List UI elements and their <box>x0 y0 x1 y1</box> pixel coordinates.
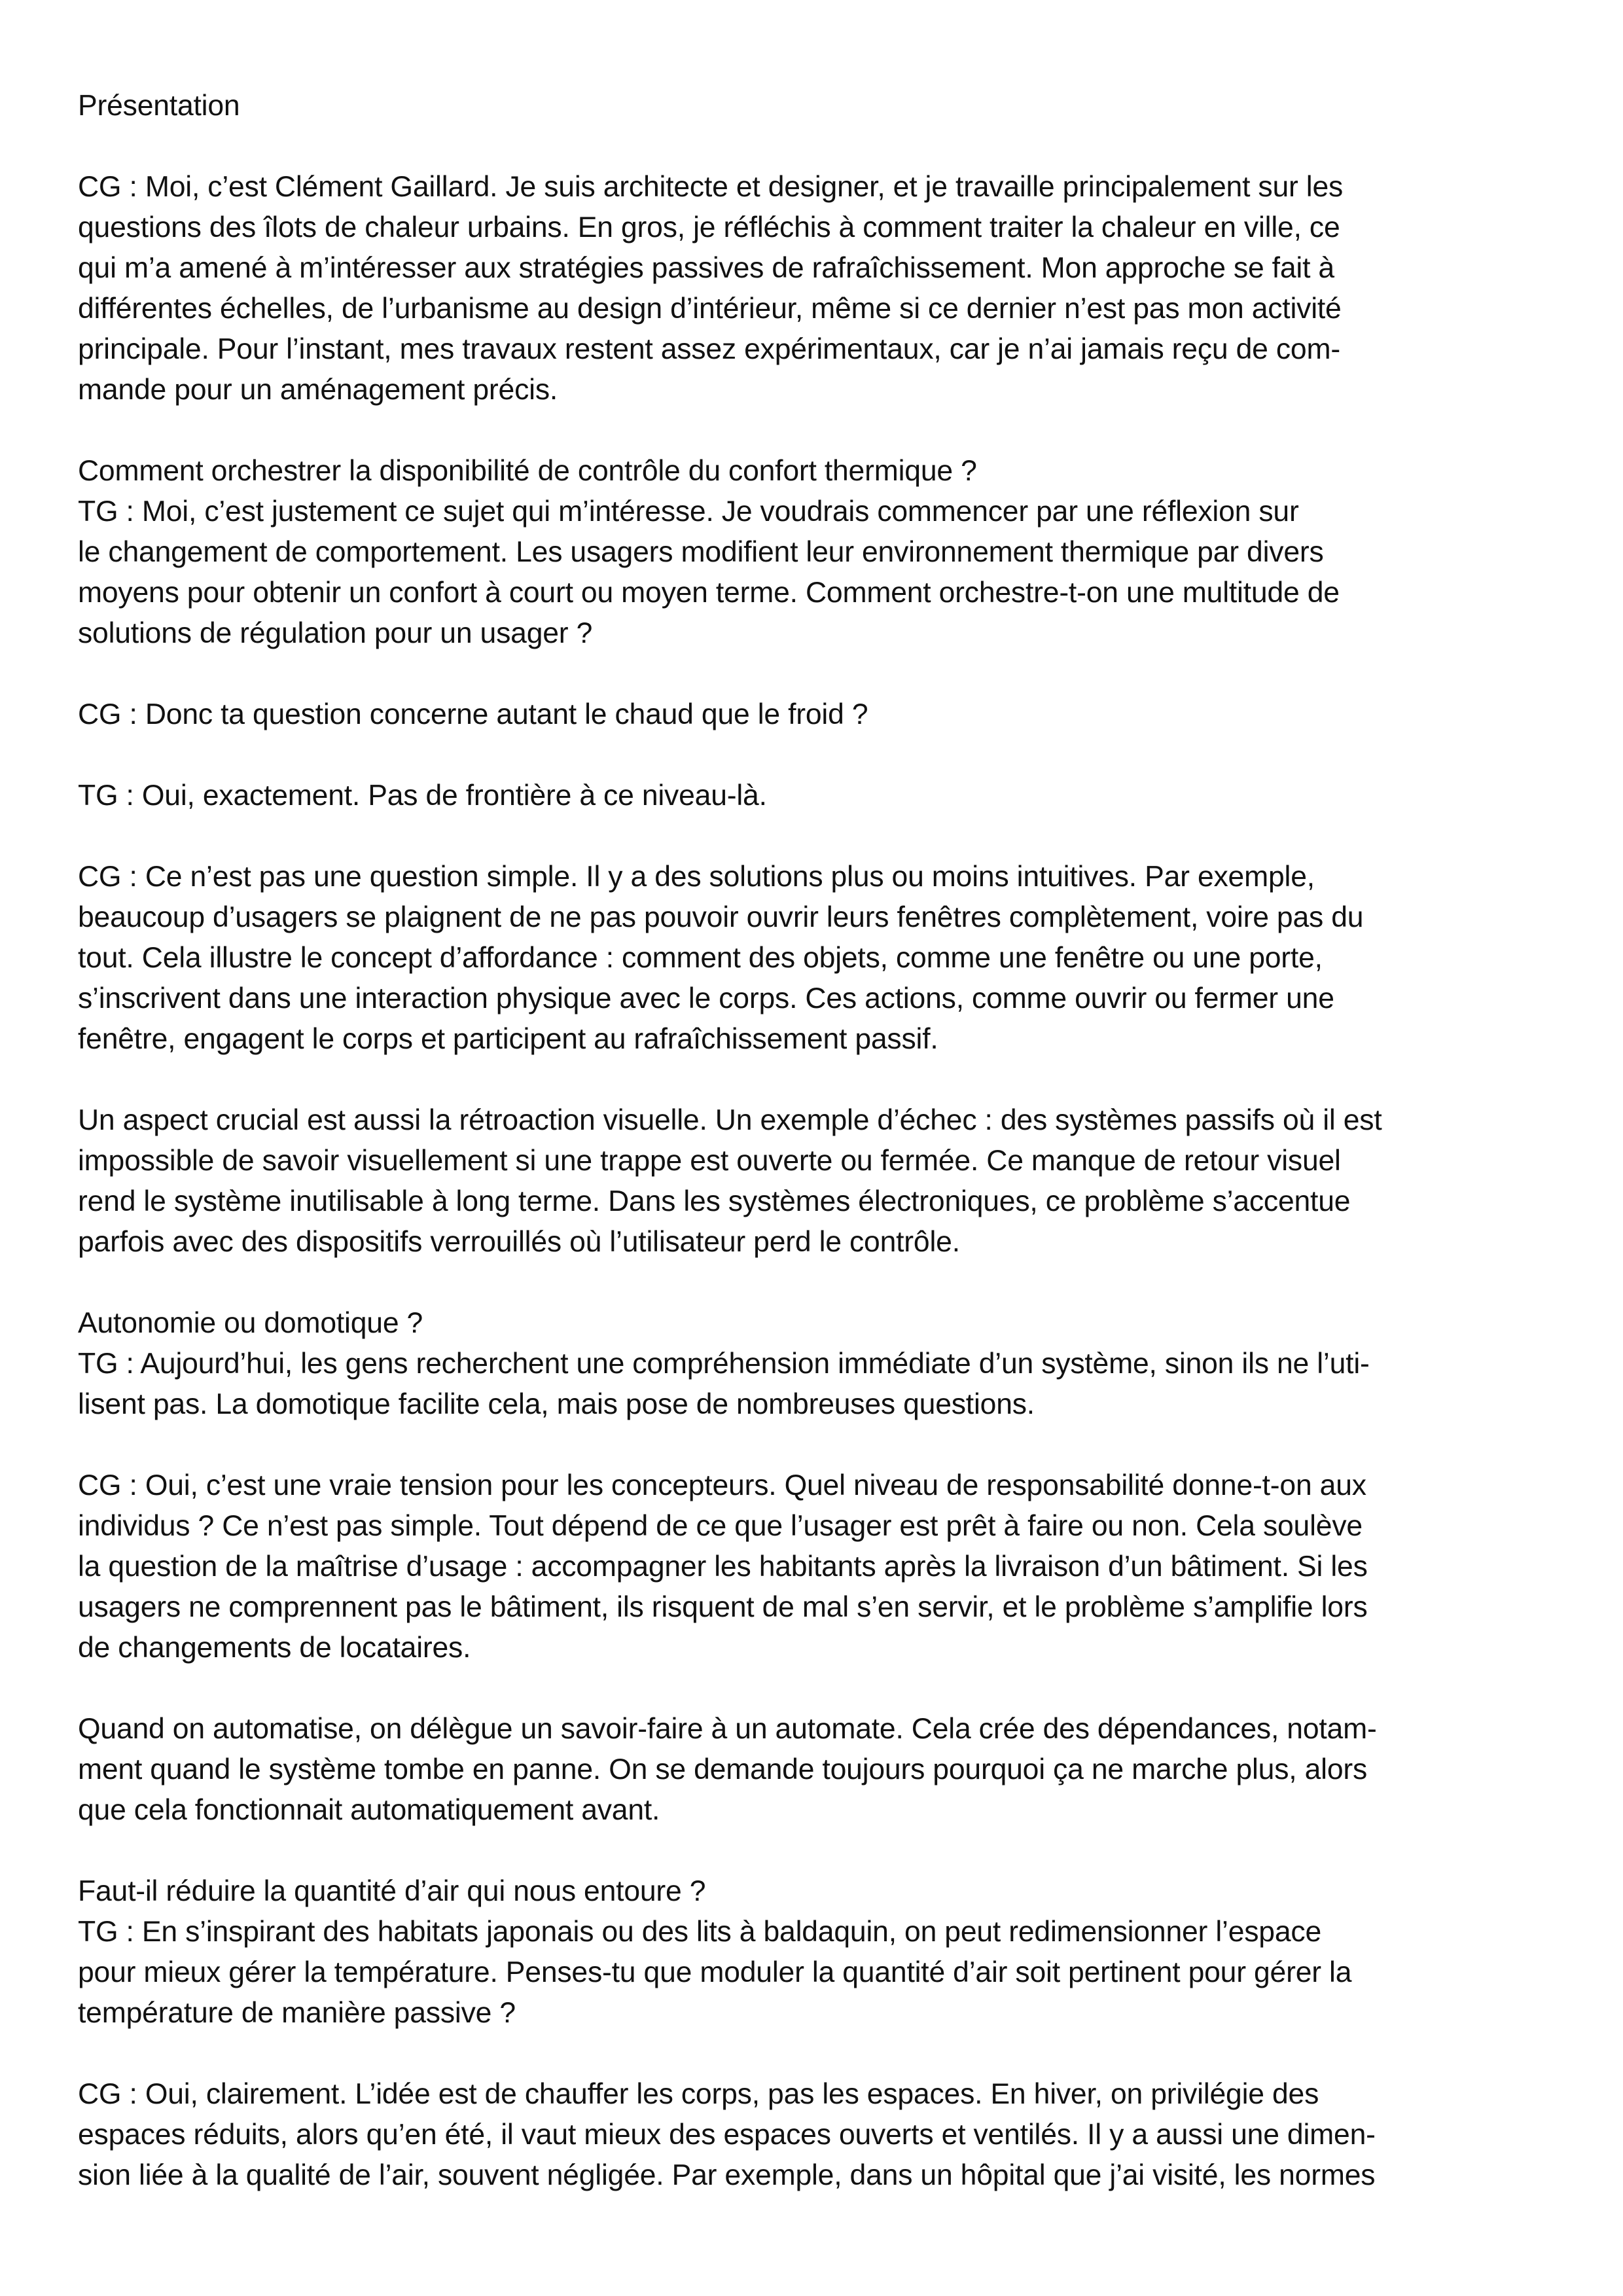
paragraph-spacer <box>78 654 1518 694</box>
text-line: TG : Moi, c’est justement ce sujet qui m’intéresse. Je voudrais commencer par une réflexion sur <box>78 495 1299 528</box>
paragraph-cg-hot-cold <box>78 694 1518 735</box>
paragraph-spacer <box>78 1831 1518 1871</box>
text-line: TG : Oui, exactement. Pas de frontière à ce niveau-là. <box>78 780 767 812</box>
text-line: solutions de régulation pour un usager ? <box>78 617 593 649</box>
section-heading-presentation <box>78 86 1518 126</box>
paragraph-question-autonomy <box>78 1303 1518 1425</box>
text-line: rend le système inutilisable à long terme. Dans les systèmes électroniques, ce problème s’accentue <box>78 1185 1351 1217</box>
text-line: le changement de comportement. Les usagers modifient leur environnement thermique par divers <box>78 536 1324 568</box>
text-line: de changements de locataires. <box>78 1632 471 1664</box>
paragraph-question-thermal-comfort <box>78 451 1518 654</box>
text-line: s’inscrivent dans une interaction physique avec le corps. Ces actions, comme ouvrir ou fermer une <box>78 982 1334 1014</box>
text-line: mande pour un aménagement précis. <box>78 374 558 406</box>
paragraph-spacer <box>78 1425 1518 1465</box>
paragraph-cg-affordance <box>78 857 1518 1060</box>
paragraph-spacer <box>78 1668 1518 1709</box>
question-heading: Faut-il réduire la quantité d’air qui nous entoure ? <box>78 1875 706 1907</box>
text-line: Un aspect crucial est aussi la rétroaction visuelle. Un exemple d’échec : des systèmes passifs où il est <box>78 1104 1382 1136</box>
text-line: moyens pour obtenir un confort à court ou moyen terme. Comment orchestre-t-on une multitude de <box>78 577 1340 609</box>
text-line: la question de la maîtrise d’usage : accompagner les habitants après la livraison d’un bâtiment. Si les <box>78 1551 1368 1583</box>
text-line: température de manière passive ? <box>78 1997 516 2029</box>
paragraph-spacer <box>78 735 1518 776</box>
paragraph-cg-automation <box>78 1709 1518 1831</box>
text-line: CG : Oui, c’est une vraie tension pour les concepteurs. Quel niveau de responsabilité donne-t-on aux <box>78 1469 1366 1501</box>
document-page <box>78 86 1518 2196</box>
text-line: pour mieux gérer la température. Penses-tu que moduler la quantité d’air soit pertinent pour gérer la <box>78 1956 1352 1988</box>
text-line: que cela fonctionnait automatiquement avant. <box>78 1794 660 1826</box>
text-line: ment quand le système tombe en panne. On se demande toujours pourquoi ça ne marche plus, alors <box>78 1753 1368 1785</box>
question-heading: Autonomie ou domotique ? <box>78 1307 423 1339</box>
text-line: usagers ne comprennent pas le bâtiment, ils risquent de mal s’en servir, et le problème s’amplifie lors <box>78 1591 1368 1623</box>
paragraph-spacer <box>78 1263 1518 1303</box>
paragraph-cg-heat-bodies <box>78 2074 1518 2196</box>
paragraph-spacer <box>78 126 1518 167</box>
text-line: différentes échelles, de l’urbanisme au design d’intérieur, même si ce dernier n’est pas mon activité <box>78 293 1342 325</box>
text-line: questions des îlots de chaleur urbains. En gros, je réfléchis à comment traiter la chaleur en ville, ce <box>78 211 1340 243</box>
paragraph-tg-exactly <box>78 776 1518 816</box>
paragraph-cg-responsibility <box>78 1465 1518 1668</box>
question-heading: Comment orchestrer la disponibilité de contrôle du confort thermique ? <box>78 455 977 487</box>
paragraph-question-air-quantity <box>78 1871 1518 2034</box>
text-line: impossible de savoir visuellement si une trappe est ouverte ou fermée. Ce manque de retour visuel <box>78 1145 1341 1177</box>
text-line: TG : Aujourd’hui, les gens recherchent une compréhension immédiate d’un système, sinon ils ne l’uti- <box>78 1348 1370 1380</box>
text-line: parfois avec des dispositifs verrouillés où l’utilisateur perd le contrôle. <box>78 1226 960 1258</box>
text-line: CG : Oui, clairement. L’idée est de chauffer les corps, pas les espaces. En hiver, on privilégie des <box>78 2078 1319 2110</box>
text-line: CG : Moi, c’est Clément Gaillard. Je suis architecte et designer, et je travaille principalement sur les <box>78 171 1344 203</box>
text-line: sion liée à la qualité de l’air, souvent négligée. Par exemple, dans un hôpital que j’ai visité, les normes <box>78 2159 1376 2191</box>
paragraph-spacer <box>78 410 1518 451</box>
text-line: TG : En s’inspirant des habitats japonais ou des lits à baldaquin, on peut redimensionner l’espace <box>78 1916 1322 1948</box>
text-line: lisent pas. La domotique facilite cela, mais pose de nombreuses questions. <box>78 1388 1035 1420</box>
text-line: espaces réduits, alors qu’en été, il vaut mieux des espaces ouverts et ventilés. Il y a aussi une dimen- <box>78 2119 1376 2151</box>
paragraph-spacer <box>78 1060 1518 1100</box>
text-line: qui m’a amené à m’intéresser aux stratégies passives de rafraîchissement. Mon approche se fait à <box>78 252 1334 284</box>
text-line: beaucoup d’usagers se plaignent de ne pas pouvoir ouvrir leurs fenêtres complètement, voire pas du <box>78 901 1364 933</box>
text-line: individus ? Ce n’est pas simple. Tout dépend de ce que l’usager est prêt à faire ou non. Cela soulève <box>78 1510 1363 1542</box>
text-line: CG : Donc ta question concerne autant le chaud que le froid ? <box>78 698 868 730</box>
text-line: tout. Cela illustre le concept d’affordance : comment des objets, comme une fenêtre ou une porte, <box>78 942 1323 974</box>
heading-text: Présentation <box>78 90 240 122</box>
text-line: CG : Ce n’est pas une question simple. Il y a des solutions plus ou moins intuitives. Par exemple, <box>78 861 1315 893</box>
paragraph-spacer <box>78 816 1518 857</box>
paragraph-cg-visual-feedback <box>78 1100 1518 1263</box>
text-line: Quand on automatise, on délègue un savoir-faire à un automate. Cela crée des dépendances, notam- <box>78 1713 1377 1745</box>
text-line: fenêtre, engagent le corps et participent au rafraîchissement passif. <box>78 1023 938 1055</box>
paragraph-cg-introduction <box>78 167 1518 410</box>
text-line: principale. Pour l’instant, mes travaux restent assez expérimentaux, car je n’ai jamais reçu de com- <box>78 333 1340 365</box>
paragraph-spacer <box>78 2034 1518 2074</box>
